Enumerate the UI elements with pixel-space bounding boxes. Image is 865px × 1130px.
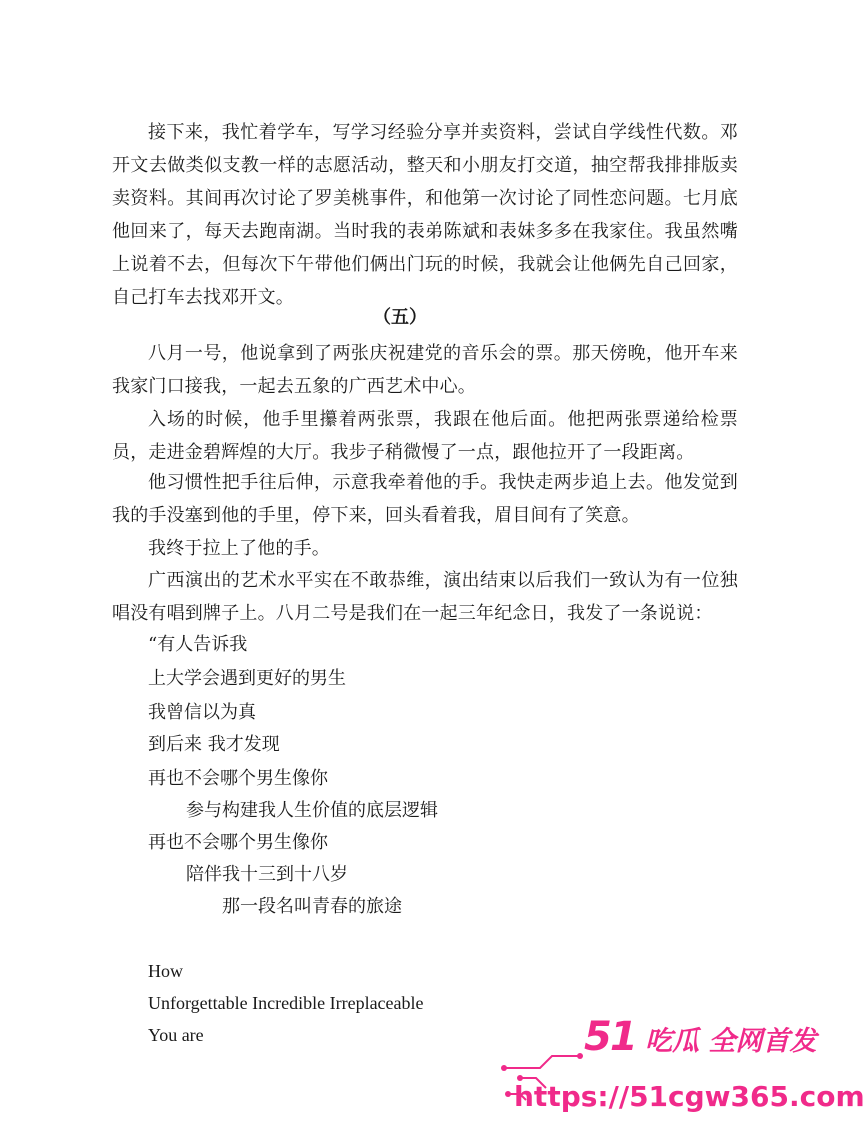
english-line: How: [148, 961, 183, 981]
watermark-text: 吃瓜 全网首发: [645, 1026, 817, 1057]
poem-line: 我曾信以为真: [148, 702, 256, 723]
paragraph-4: 他习惯性把手往后伸，示意我牵着他的手。我快走两步追上去。他发觉到我的手没塞到他的手里，停下来，回头看着我，眉目间有了笑意。: [112, 472, 738, 526]
site-watermark: [500, 1008, 865, 1130]
poem-line: 再也不会哪个男生像你: [148, 832, 328, 853]
poem-line: 到后来 我才发现: [148, 734, 280, 755]
paragraph-2: 八月一号，他说拿到了两张庆祝建党的音乐会的票。那天傍晚，他开车来我家门口接我，一起去五象的广西艺术中心。: [112, 343, 738, 397]
watermark-title: [584, 1014, 817, 1060]
poem-line: 参与构建我人生价值的底层逻辑: [186, 800, 438, 821]
poem-line: 那一段名叫青春的旅途: [222, 896, 402, 917]
poem-line: 上大学会遇到更好的男生: [148, 668, 346, 689]
poem-line: 陪伴我十三到十八岁: [186, 864, 348, 885]
paragraph-3: 入场的时候，他手里攥着两张票，我跟在他后面。他把两张票递给检票员，走进金碧辉煌的大厅。我步子稍微慢了一点，跟他拉开了一段距离。: [112, 409, 738, 463]
english-line: You are: [148, 1025, 204, 1045]
poem-line: 再也不会哪个男生像你: [148, 768, 328, 789]
section-heading: （五）: [373, 307, 427, 328]
english-line: Unforgettable Incredible Irreplaceable: [148, 993, 424, 1013]
poem-line: “有人告诉我: [148, 634, 248, 655]
paragraph-1: 接下来，我忙着学车，写学习经验分享并卖资料，尝试自学线性代数。邓开文去做类似支教一样的志愿活动，整天和小朋友打交道，抽空帮我排排版卖卖资料。其间再次讨论了罗美桃事件，和他第一次讨论了同性恋问题。七月底他回来了，每天去跑南湖。当时我的表弟陈斌和表妹多多在我家住。我虽然嘴上说着不去，但每次下午带他们俩出门玩的时候，我就会让他俩先自己回家，自己打车去找邓开文。: [112, 122, 738, 308]
paragraph-5: 我终于拉上了他的手。: [148, 538, 330, 559]
paragraph-6: 广西演出的艺术水平实在不敢恭维，演出结束以后我们一致认为有一位独唱没有唱到牌子上。八月二号是我们在一起三年纪念日，我发了一条说说：: [112, 570, 738, 624]
watermark-number: 51: [584, 1014, 636, 1060]
watermark-url: https://51cgw365.com: [514, 1080, 865, 1113]
